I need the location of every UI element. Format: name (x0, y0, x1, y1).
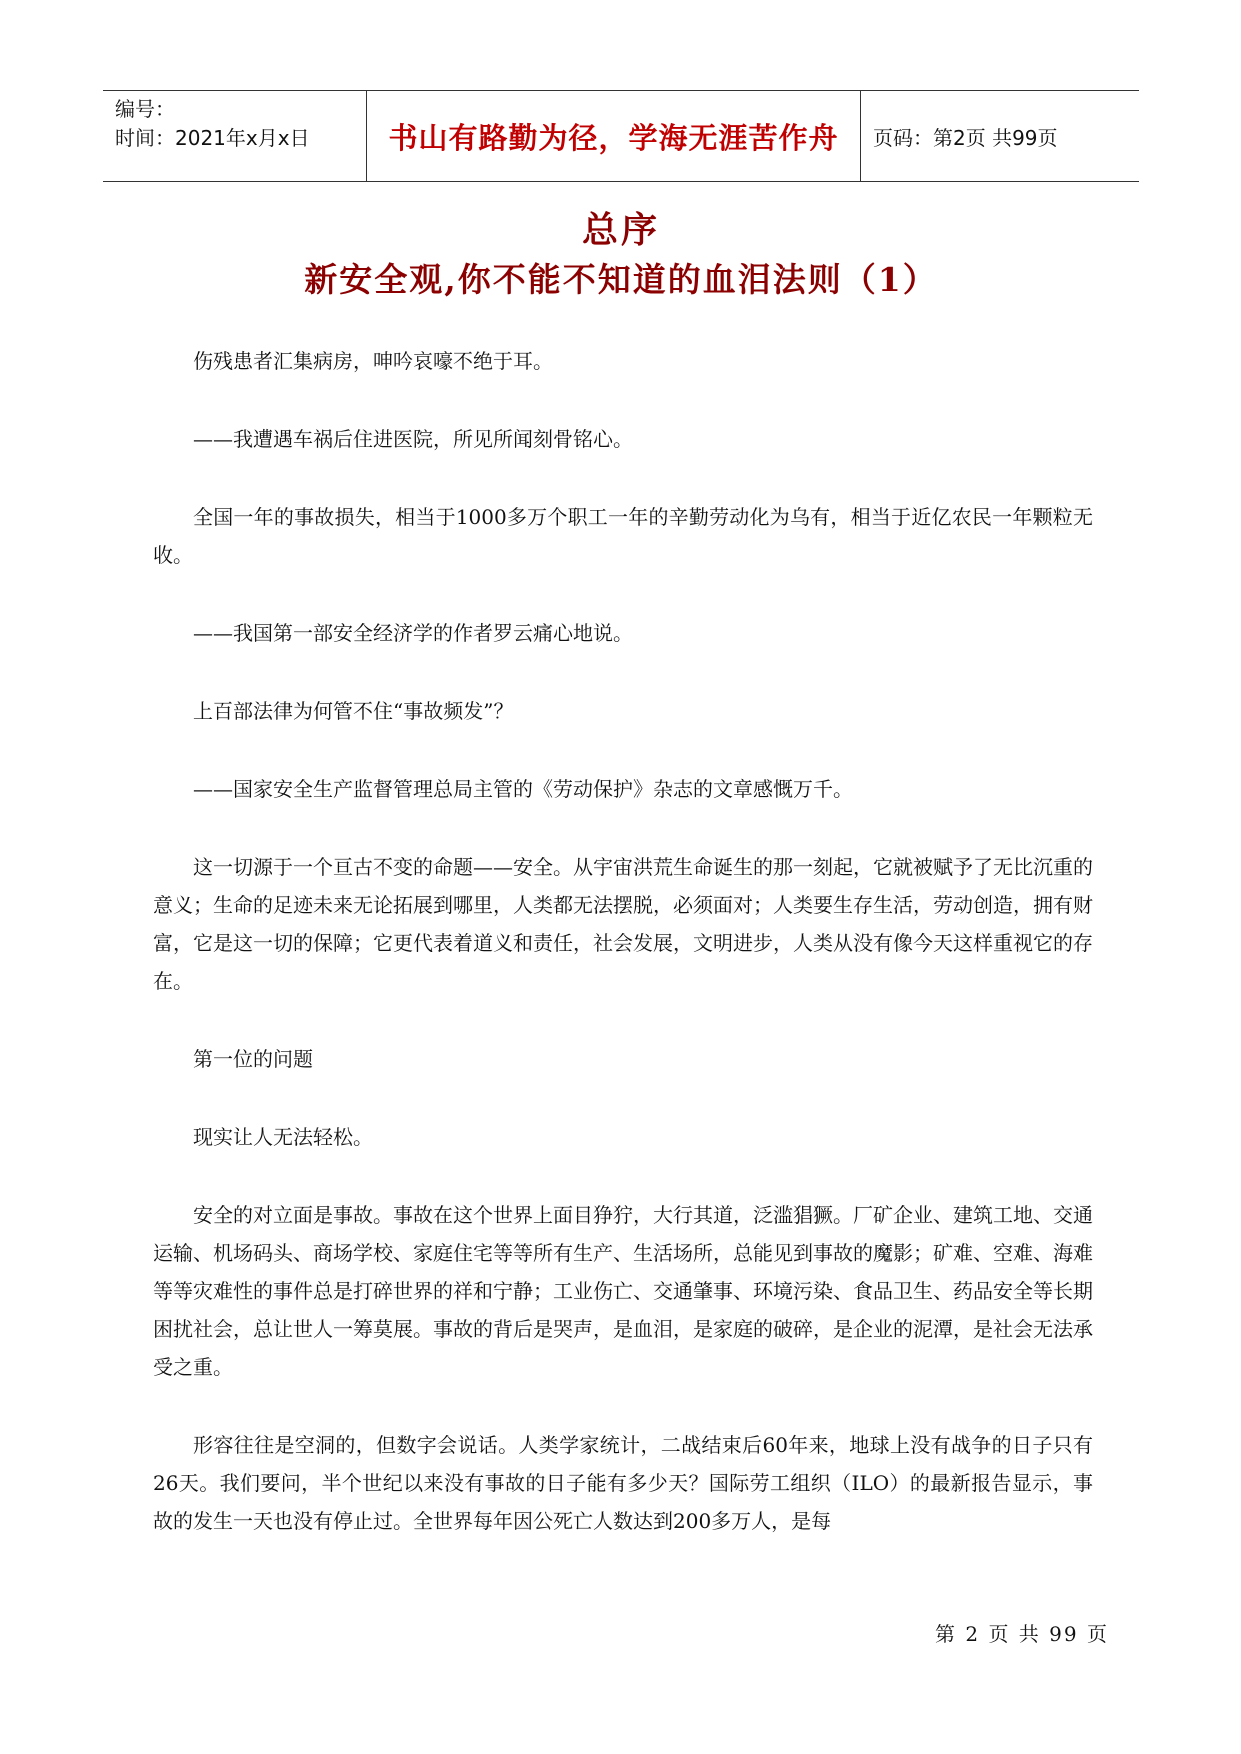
paragraph: 全国一年的事故损失，相当于1000多万个职工一年的辛勤劳动化为乌有，相当于近亿农民一年颗粒无收。 (153, 505, 1093, 567)
paragraph: 形容往往是空洞的，但数字会说话。人类学家统计，二战结束后60年来，地球上没有战争的日子只有26天。我们要问，半个世纪以来没有事故的日子能有多少天？国际劳工组织（ILO）的最新报告显示，事故的发生一天也没有停止过。全世界每年因公死亡人数达到200多万人，是每 (153, 1433, 1093, 1533)
time-label: 时间：2021年x月x日 (115, 126, 310, 150)
page-title: 总序 (581, 209, 660, 251)
header-info-cell (103, 91, 367, 181)
header-page-code: 页码：第2页 共99页 (873, 125, 1058, 150)
header-motto-cell (367, 91, 861, 181)
article-body (153, 342, 1093, 1580)
section-heading: 第一位的问题 (193, 1047, 313, 1071)
paragraph: 上百部法律为何管不住“事故频发”？ (193, 699, 514, 723)
paragraph: 伤残患者汇集病房，呻吟哀嚎不绝于耳。 (193, 349, 553, 373)
paragraph: 安全的对立面是事故。事故在这个世界上面目狰狞，大行其道，泛滥猖獗。厂矿企业、建筑工地、交通运输、机场码头、商场学校、家庭住宅等等所有生产、生活场所，总能见到事故的魔影；矿难、空难、海难等等灾难性的事件总是打碎世界的祥和宁静；工业伤亡、交通肇事、环境污染、食品卫生、药品安全等长期困扰社会，总让世人一筹莫展。事故的背后是哭声，是血泪，是家庭的破碎，是企业的泥潭，是社会无法承受之重。 (153, 1203, 1093, 1379)
header-motto: 书山有路勤为径，学海无涯苦作舟 (388, 120, 839, 155)
page-subtitle: 新安全观,你不能不知道的血泪法则（1） (304, 260, 938, 299)
paragraph: ——我遭遇车祸后住进医院，所见所闻刻骨铭心。 (193, 427, 633, 451)
serial-number-label: 编号： (115, 97, 175, 121)
title-block (103, 205, 1139, 305)
page-footer: 第 2 页 共 99 页 (935, 1622, 1109, 1646)
paragraph: 现实让人无法轻松。 (193, 1125, 373, 1149)
paragraph: ——我国第一部安全经济学的作者罗云痛心地说。 (193, 621, 633, 645)
document-header (103, 90, 1139, 182)
paragraph: ——国家安全生产监督管理总局主管的《劳动保护》杂志的文章感慨万千。 (193, 777, 853, 801)
header-page-cell (861, 91, 1139, 181)
paragraph: 这一切源于一个亘古不变的命题——安全。从宇宙洪荒生命诞生的那一刻起，它就被赋予了无比沉重的意义；生命的足迹未来无论拓展到哪里，人类都无法摆脱，必须面对；人类要生存生活，劳动创造，拥有财富，它是这一切的保障；它更代表着道义和责任，社会发展，文明进步，人类从没有像今天这样重视它的存在。 (153, 855, 1093, 993)
